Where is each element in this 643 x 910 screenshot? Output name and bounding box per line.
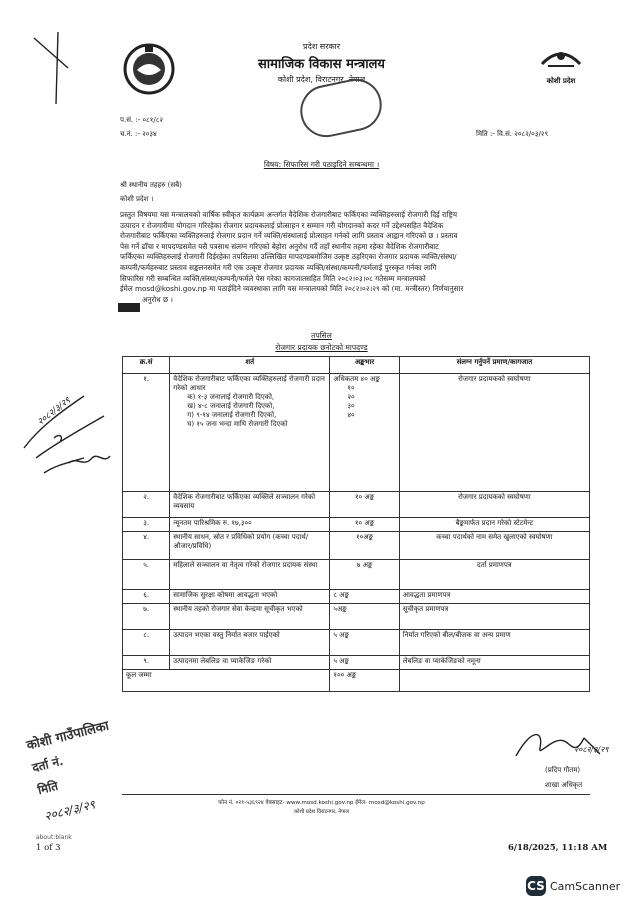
received-stamp xyxy=(24,707,167,843)
row-sn: १. xyxy=(123,374,170,492)
row-criteria: महिलाले सञ्चालन वा नेतृत्व गरेको रोजगार प्रदायक संस्था xyxy=(170,560,330,590)
table-row xyxy=(123,560,590,590)
row-criteria: उत्पादन भएका वस्तु निर्यात बजार पाईएको xyxy=(170,630,330,656)
row-sn: ८. xyxy=(123,630,170,656)
row-sn: ६. xyxy=(123,590,170,604)
marks-sub: ३० xyxy=(347,402,355,410)
ref-cn: च.नं. :- २०३४ xyxy=(120,130,157,138)
table-row xyxy=(123,518,590,532)
table-row xyxy=(123,492,590,518)
table-row xyxy=(123,656,590,670)
annex-title: तपसिल xyxy=(311,331,332,340)
row-docs: रोजगार प्रदायकको स्वघोषणा xyxy=(399,492,589,518)
header-sn: क्र.सं xyxy=(123,357,170,374)
body-line: रोजगारीबाट फर्किएका व्यक्तिहरुलाई रोजगार प्रदान गर्ने व्यक्ति/संस्थालाई प्रोत्साहन गर्नको लागि प्रस्ताव आह्वान गरिएको छ । प्रस्ताव xyxy=(120,231,458,241)
row-docs: दर्ता प्रमाणपत्र xyxy=(399,560,589,590)
row-marks: १०अङ्क xyxy=(330,532,399,560)
table-total-row xyxy=(123,670,590,692)
body-line: उत्पादन र रोजगारीमा योगदान गरिरहेका रोजगार प्रदायकलाई प्रोत्साहन र सम्मान गरी योगदानको कदर गर्ने उद्देश्यसहित वैदेशिक xyxy=(120,220,444,230)
row-criteria: स्थानीय तहको रोजगार सेवा केन्द्रमा सूचीकृत भएको xyxy=(170,604,330,630)
table-row xyxy=(123,374,590,492)
row-docs: आवद्धता प्रमाणपत्र xyxy=(399,590,589,604)
row-sn: ९. xyxy=(123,656,170,670)
marks-sub: २० xyxy=(347,393,355,401)
header-criteria: शर्त xyxy=(170,357,330,374)
province-logo-caption: कोशी प्रदेश xyxy=(546,77,576,85)
marks-main: अधिकतम ४० अङ्क xyxy=(333,375,380,383)
row-criteria: स्थानीय साधन, स्रोत र प्रविधिको प्रयोग (कच्चा पदार्थ/औजार/प्रविधि) xyxy=(170,532,330,560)
table-row xyxy=(123,532,590,560)
camscanner-brand: CamScanner xyxy=(550,880,621,893)
row-sn: ४. xyxy=(123,532,170,560)
received-stamp-date: २०८२/३/२९ xyxy=(42,797,97,824)
body-line: सिफारिस गरी सम्बन्धित व्यक्ति/संस्था/कम्पनी/फर्मले पेस गरेका कागजातसहित मिति २०८२।०३।०८ गतेसम्म मन्त्रालयको xyxy=(120,273,426,283)
footer-divider xyxy=(122,794,590,795)
received-stamp-line2: दर्ता नं. xyxy=(30,753,65,775)
margin-handwriting-icon xyxy=(14,378,124,488)
body-line: कम्पनी/फर्महरुबाट प्रस्ताव सङ्कलनसमेत गरी एक उत्कृष्ट रोजगार प्रदायक व्यक्ति/संस्था/कम्पनी/फर्मलाई पुरस्कृत गर्नका लागि xyxy=(120,262,437,272)
ref-ps: प.सं. :- ०८१/८२ xyxy=(120,116,164,124)
print-datetime: 6/18/2025, 11:18 AM xyxy=(508,843,608,853)
row-sn: ७. xyxy=(123,604,170,630)
row-docs: निर्यात गरिएको बील/बीजक वा अन्य प्रमाण xyxy=(399,630,589,656)
marks-sub: ४० xyxy=(347,411,355,419)
row-marks: ७ अङ्क xyxy=(330,560,399,590)
province-logo xyxy=(536,42,586,78)
table-row xyxy=(123,630,590,656)
body-line: अनुरोध छ । xyxy=(142,294,174,304)
ministry-name: सामाजिक विकास मन्त्रालय xyxy=(258,57,385,72)
signatory-name: (प्रदिप गौतम) xyxy=(545,766,581,774)
criteria-sub: ग) ९-१४ जनालाई रोजगारी दिएको, xyxy=(187,411,277,419)
row-marks: ५ अङ्क xyxy=(330,630,399,656)
print-url: about:blank xyxy=(36,834,72,841)
table-row xyxy=(123,590,590,604)
camscanner-badge-icon: CS xyxy=(526,876,546,896)
received-stamp-line1: कोशी गाउँपालिका xyxy=(25,718,111,754)
row-docs: रोजगार प्रदायकको स्वघोषणा xyxy=(399,374,589,492)
margin-note: २०८२/३/२९ xyxy=(35,395,73,428)
body-line: ईमेल mosd@koshi.gov.np मा पठाईदिने व्यवस्थाका लागि यस मन्त्रालयको मिति २०८२।०२।२९ को (मा. मन्त्रीस्तर) निर्णयानुसार xyxy=(120,284,464,294)
row-docs: कच्चा पदार्थको नाम समेत खुलाएको स्वघोषणा xyxy=(399,532,589,560)
criteria-sub: घ) १५ जना भन्दा माथि रोजगारी दिएको xyxy=(187,420,288,428)
row-marks: १० अङ्क xyxy=(330,492,399,518)
row-marks: १० अङ्क xyxy=(330,518,399,532)
signatory-title: शाखा अधिकृत xyxy=(545,781,583,789)
criteria-table xyxy=(122,356,590,692)
row-docs: सूचीकृत प्रमाणपत्र xyxy=(399,604,589,630)
row-docs: लेबलिङ वा प्याकेजिङको नमूना xyxy=(399,656,589,670)
row-sn: ३. xyxy=(123,518,170,532)
print-page-number: 1 of 3 xyxy=(36,843,61,853)
row-sn: ५. xyxy=(123,560,170,590)
corner-pen-mark-icon xyxy=(28,28,74,106)
total-label: कूल जम्मा xyxy=(123,670,330,692)
header-marks: अङ्कभार xyxy=(330,357,399,374)
letter-body xyxy=(120,210,598,305)
ministry-address: कोशी प्रदेश, विराटनगर, नेपाल xyxy=(277,75,366,84)
footer-note: कोशी प्रदेश विराटनगर, नेपाल xyxy=(294,809,349,815)
row-criteria: न्यूनतम पारिश्रमिक रु. १७,३०० xyxy=(170,518,330,532)
letter-date: मिति :- वि.सं. २०८२/०३/२९ xyxy=(476,130,549,138)
row-marks: ८ अङ्क xyxy=(330,590,399,604)
recipient-line2: कोशी प्रदेश । xyxy=(120,195,154,203)
criteria-sub: क) १-३ जनालाई रोजगारी दिएको, xyxy=(187,393,275,401)
subject-line: विषय: सिफारिस गरी पठाइदिने सम्बन्धमा । xyxy=(263,160,380,169)
criteria-sub: ख) ४-८ जनालाई रोजगारी दिएको, xyxy=(187,402,275,410)
koshi-logo-icon xyxy=(536,42,586,78)
header-docs: संलग्न गर्नुपर्ने प्रमाण/कागजात xyxy=(399,357,589,374)
total-marks: १०० अङ्क xyxy=(330,670,399,692)
redaction-mark xyxy=(118,303,140,312)
table-row xyxy=(123,604,590,630)
body-line: प्रस्तुत विषयमा यस मन्त्रालयको वार्षिक स्वीकृत कार्यक्रम अन्तर्गत वैदेशिक रोजगारीबाट फर्किएका व्यक्तिहरुलाई रोजगारी दिई राष्ट्रिय xyxy=(120,210,457,219)
annex-subtitle: रोजगार प्रदायक छनोटको मापदण्ड xyxy=(275,343,368,352)
row-criteria: वैदेशिक रोजगारीबाट फर्किएका व्यक्तिले सञ्चालन गरेको व्यवसाय xyxy=(170,492,330,518)
row-criteria: उत्पादनमा लेबलिङ वा प्याकेजिङ गरेको xyxy=(170,656,330,670)
signature-date: २०८२/३/२९ xyxy=(574,745,609,754)
total-docs-empty xyxy=(399,670,589,692)
row-criteria xyxy=(170,374,330,492)
row-marks: ५अङ्क xyxy=(330,604,399,630)
body-line: पेस गर्ने ढाँचा र मापदण्डसमेत यसै पत्रसाथ संलग्न गरिएको बेहोरा अनुरोध गर्दै तहाँ स्थानीय तहमा रहेका वैदेशिक रोजगारीबाट xyxy=(120,241,439,251)
recipient-line1: श्री स्थानीय तहहरु (सबै) xyxy=(120,181,182,189)
row-marks xyxy=(330,374,399,492)
table-header-row xyxy=(123,357,590,374)
body-line: फर्किएका व्यक्तिहरुलाई रोजगारी दिईरहेका तपसिलमा उल्लिखित मापदण्डबमोजिम उत्कृष्ट ठहरिएका रोजगार प्रदायक व्यक्ति/संस्था/ xyxy=(120,252,457,262)
row-criteria: सामाजिक सुरक्षा कोषमा आवद्धता भएको xyxy=(170,590,330,604)
footer-contact: फोन नं. ०२१-५३६९२४ वेबसाइट- www.mosd.koshi.gov.np ईमेल- mosd@koshi.gov.np xyxy=(218,800,425,806)
criteria-main: वैदेशिक रोजगारीबाट फर्किएका व्यक्तिहरुलाई रोजगारी प्रदान गरेको आधार xyxy=(173,375,325,392)
row-docs: बैङ्कमार्फत प्रदान गरेको स्टेटमेन्ट xyxy=(399,518,589,532)
marks-sub: १० xyxy=(347,384,355,392)
received-stamp-line3: मिति xyxy=(36,778,60,798)
row-sn: २. xyxy=(123,492,170,518)
row-marks: ५ अङ्क xyxy=(330,656,399,670)
govt-line: प्रदेश सरकार xyxy=(303,42,340,51)
